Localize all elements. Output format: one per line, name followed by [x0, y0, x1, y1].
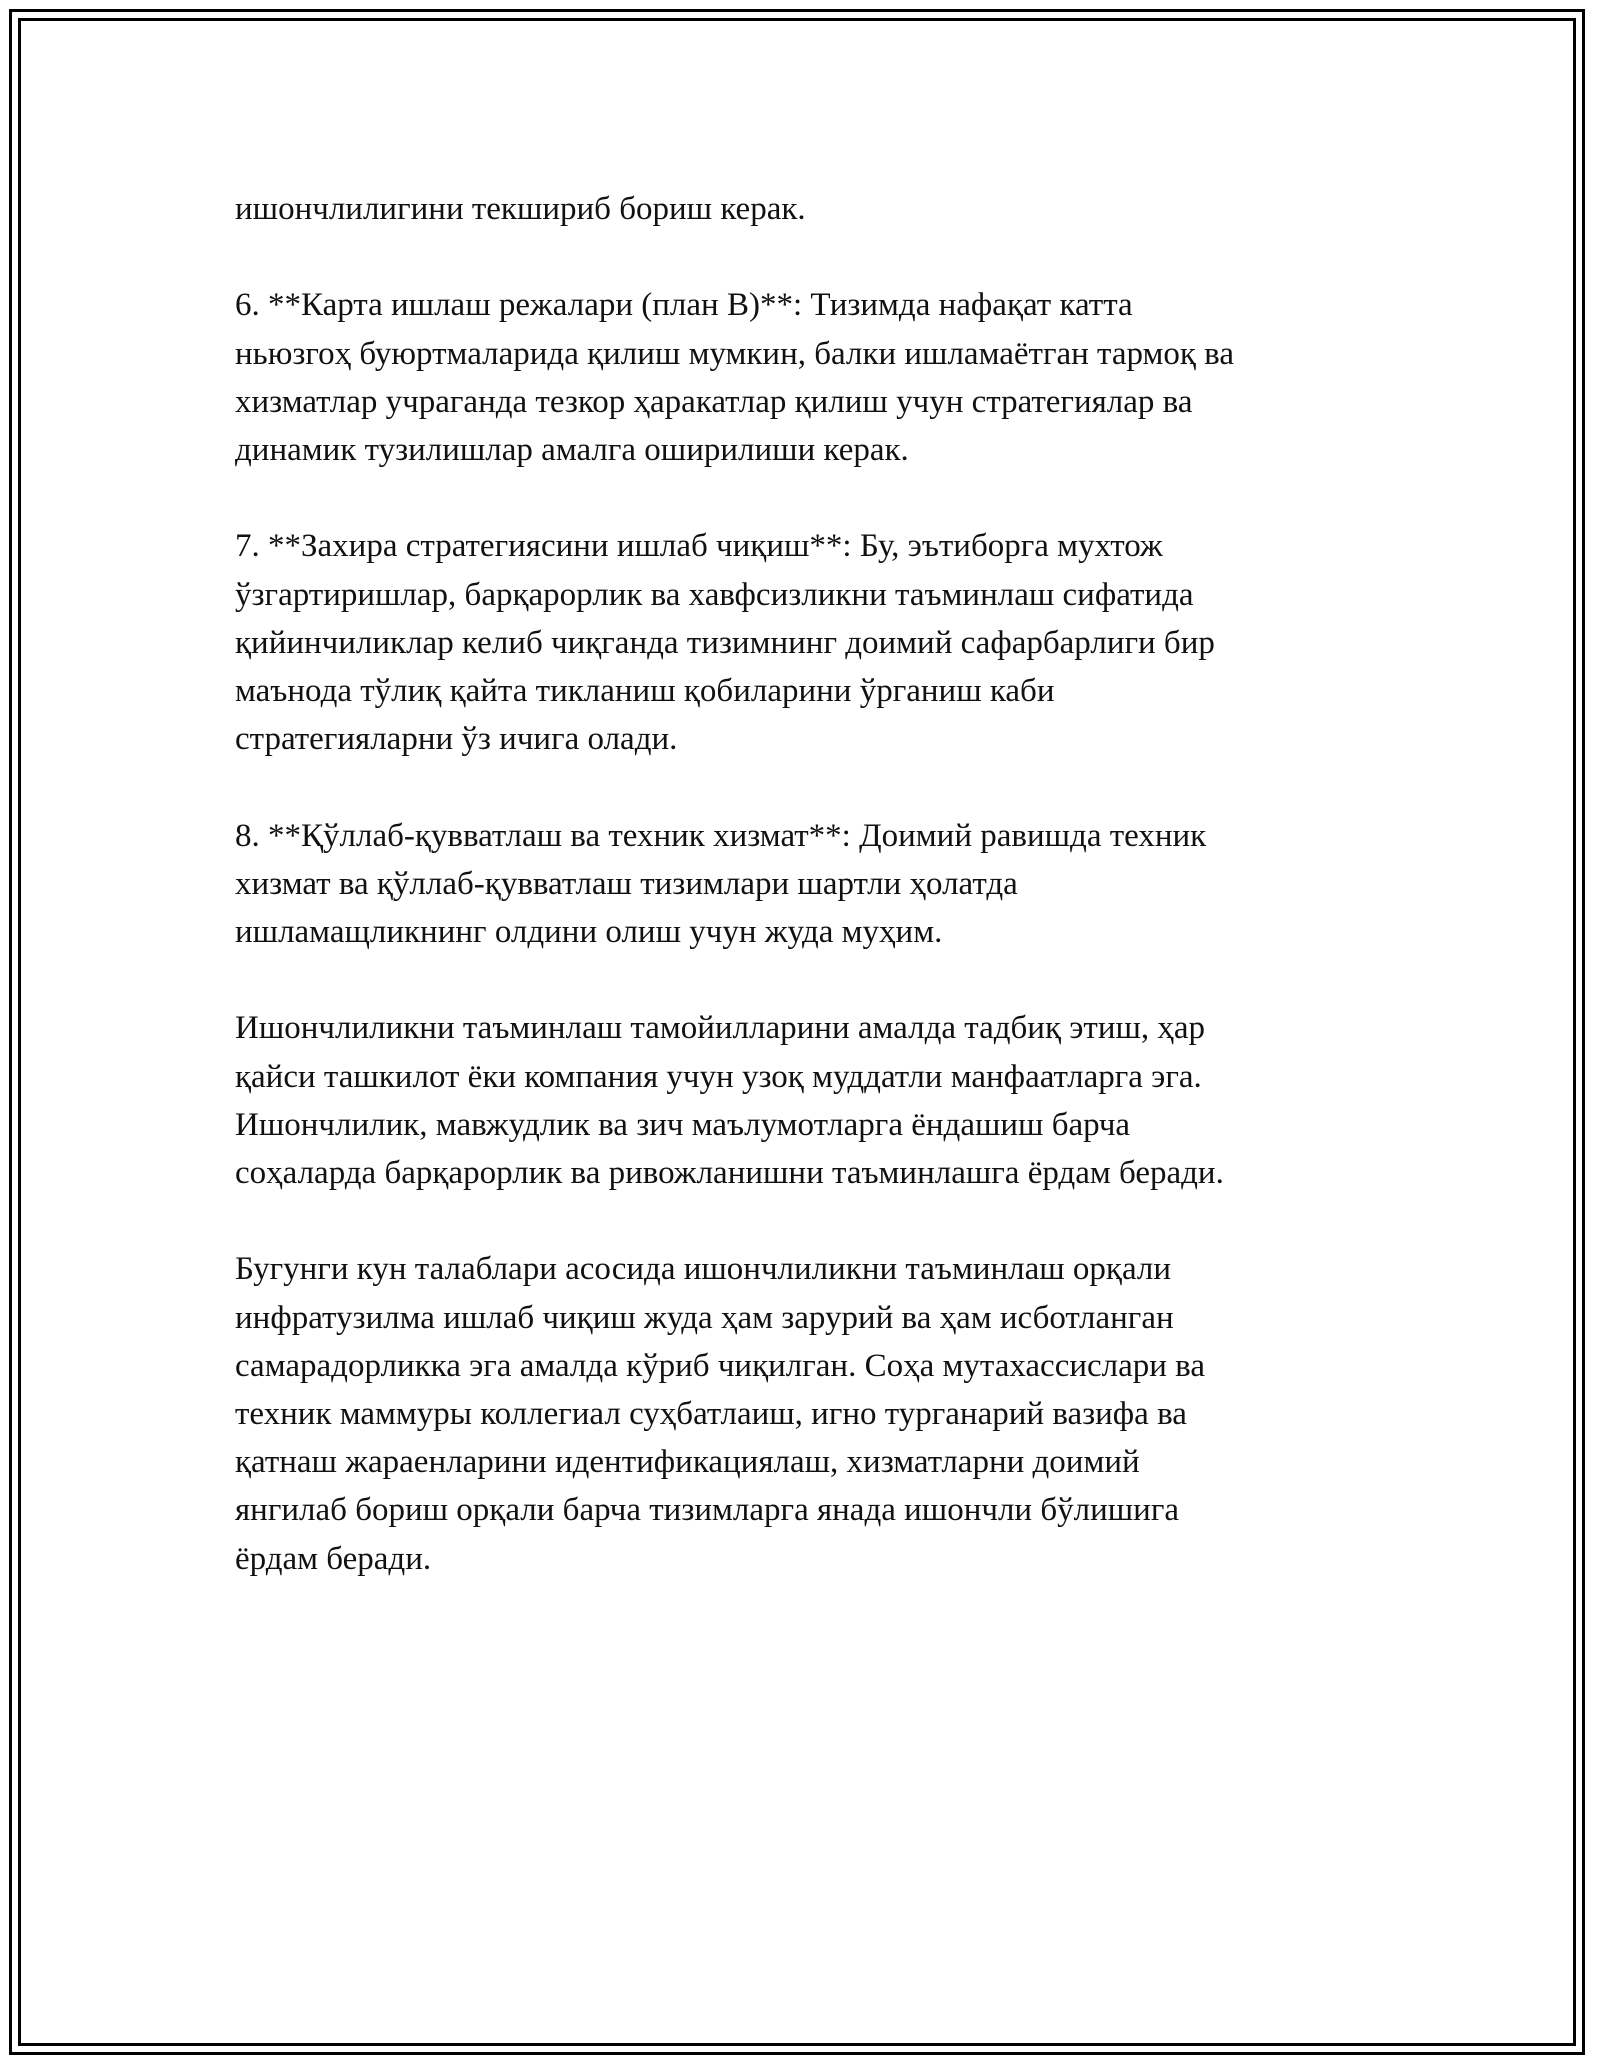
text-line: ишончлилигини текшириб бориш керак. — [235, 191, 806, 227]
paragraph-item-7 — [235, 522, 1365, 763]
text-line: стратегияларни ўз ичига олади. — [235, 721, 678, 758]
text-line: инфратузилма ишлаб чиқиш жуда ҳам зарурий ва ҳам исботланган — [235, 1299, 1174, 1336]
paragraph-conclusion-1 — [235, 1004, 1365, 1197]
text-line: 6. **Карта ишлаш режалари (план B)**: Тизимда нафақат катта — [235, 287, 1133, 324]
text-line: ишламащликнинг олдини олиш учун жуда муҳим. — [235, 914, 943, 950]
paragraph-conclusion-2 — [235, 1245, 1365, 1582]
text-line: Бугунги кун талаблари асосида ишончлиликни таъминлаш орқали — [235, 1251, 1172, 1288]
text-line: соҳаларда барқарорлик ва ривожланишни таъминлашга ёрдам беради. — [235, 1155, 1224, 1191]
text-line: қайси ташкилот ёки компания учун узоқ муддатли манфаатларга эга. — [235, 1058, 1202, 1095]
paragraph-item-8 — [235, 812, 1365, 957]
text-line: техник маммуры коллегиал суҳбатлаиш, игно турганарий вазифа ва — [235, 1396, 1187, 1432]
text-line: 8. **Қўллаб-қувватлаш ва техник хизмат**: Доимий равишда техник — [235, 817, 1207, 854]
paragraph-intro-fragment — [235, 185, 1365, 233]
text-line: ньюзгоҳ буюртмаларида қилиш мумкин, балки ишламаётган тармоқ ва — [235, 335, 1234, 372]
text-line: Ишончлиликни таъминлаш тамойилларини амалда тадбиқ этиш, ҳар — [235, 1010, 1206, 1047]
text-line: динамик тузилишлар амалга оширилиши керак. — [235, 432, 909, 468]
text-line: хизмат ва қўллаб-қувватлаш тизимлари шартли ҳолатда — [235, 865, 1018, 902]
text-line: 7. **Захира стратегиясини ишлаб чиқиш**: Бу, эътиборга мухтож — [235, 528, 1163, 565]
text-line: қийинчиликлар келиб чиқганда тизимнинг доимий сафарбарлиги бир — [235, 624, 1215, 661]
text-line: қатнаш жараенларини идентификациялаш, хизматларни доимий — [235, 1444, 1140, 1481]
text-line: хизматлар учраганда тезкор ҳаракатлар қилиш учун стратегиялар ва — [235, 383, 1193, 420]
text-line: ёрдам беради. — [235, 1540, 432, 1577]
text-line: ўзгартиришлар, барқарорлик ва хавфсизликни таъминлаш сифатида — [235, 576, 1194, 613]
text-line: Ишончлилик, мавжудлик ва зич маълумотларга ёндашиш барча — [235, 1106, 1131, 1143]
paragraph-item-6 — [235, 281, 1365, 474]
text-line: маънода тўлиқ қайта тикланиш қобиларини ўрганиш каби — [235, 673, 1055, 709]
text-line: самарадорликка эга амалда кўриб чиқилган. Соҳа мутахассислари ва — [235, 1347, 1205, 1384]
document-body — [235, 185, 1365, 1631]
text-line: янгилаб бориш орқали барча тизимларга янада ишончли бўлишига — [235, 1492, 1180, 1529]
